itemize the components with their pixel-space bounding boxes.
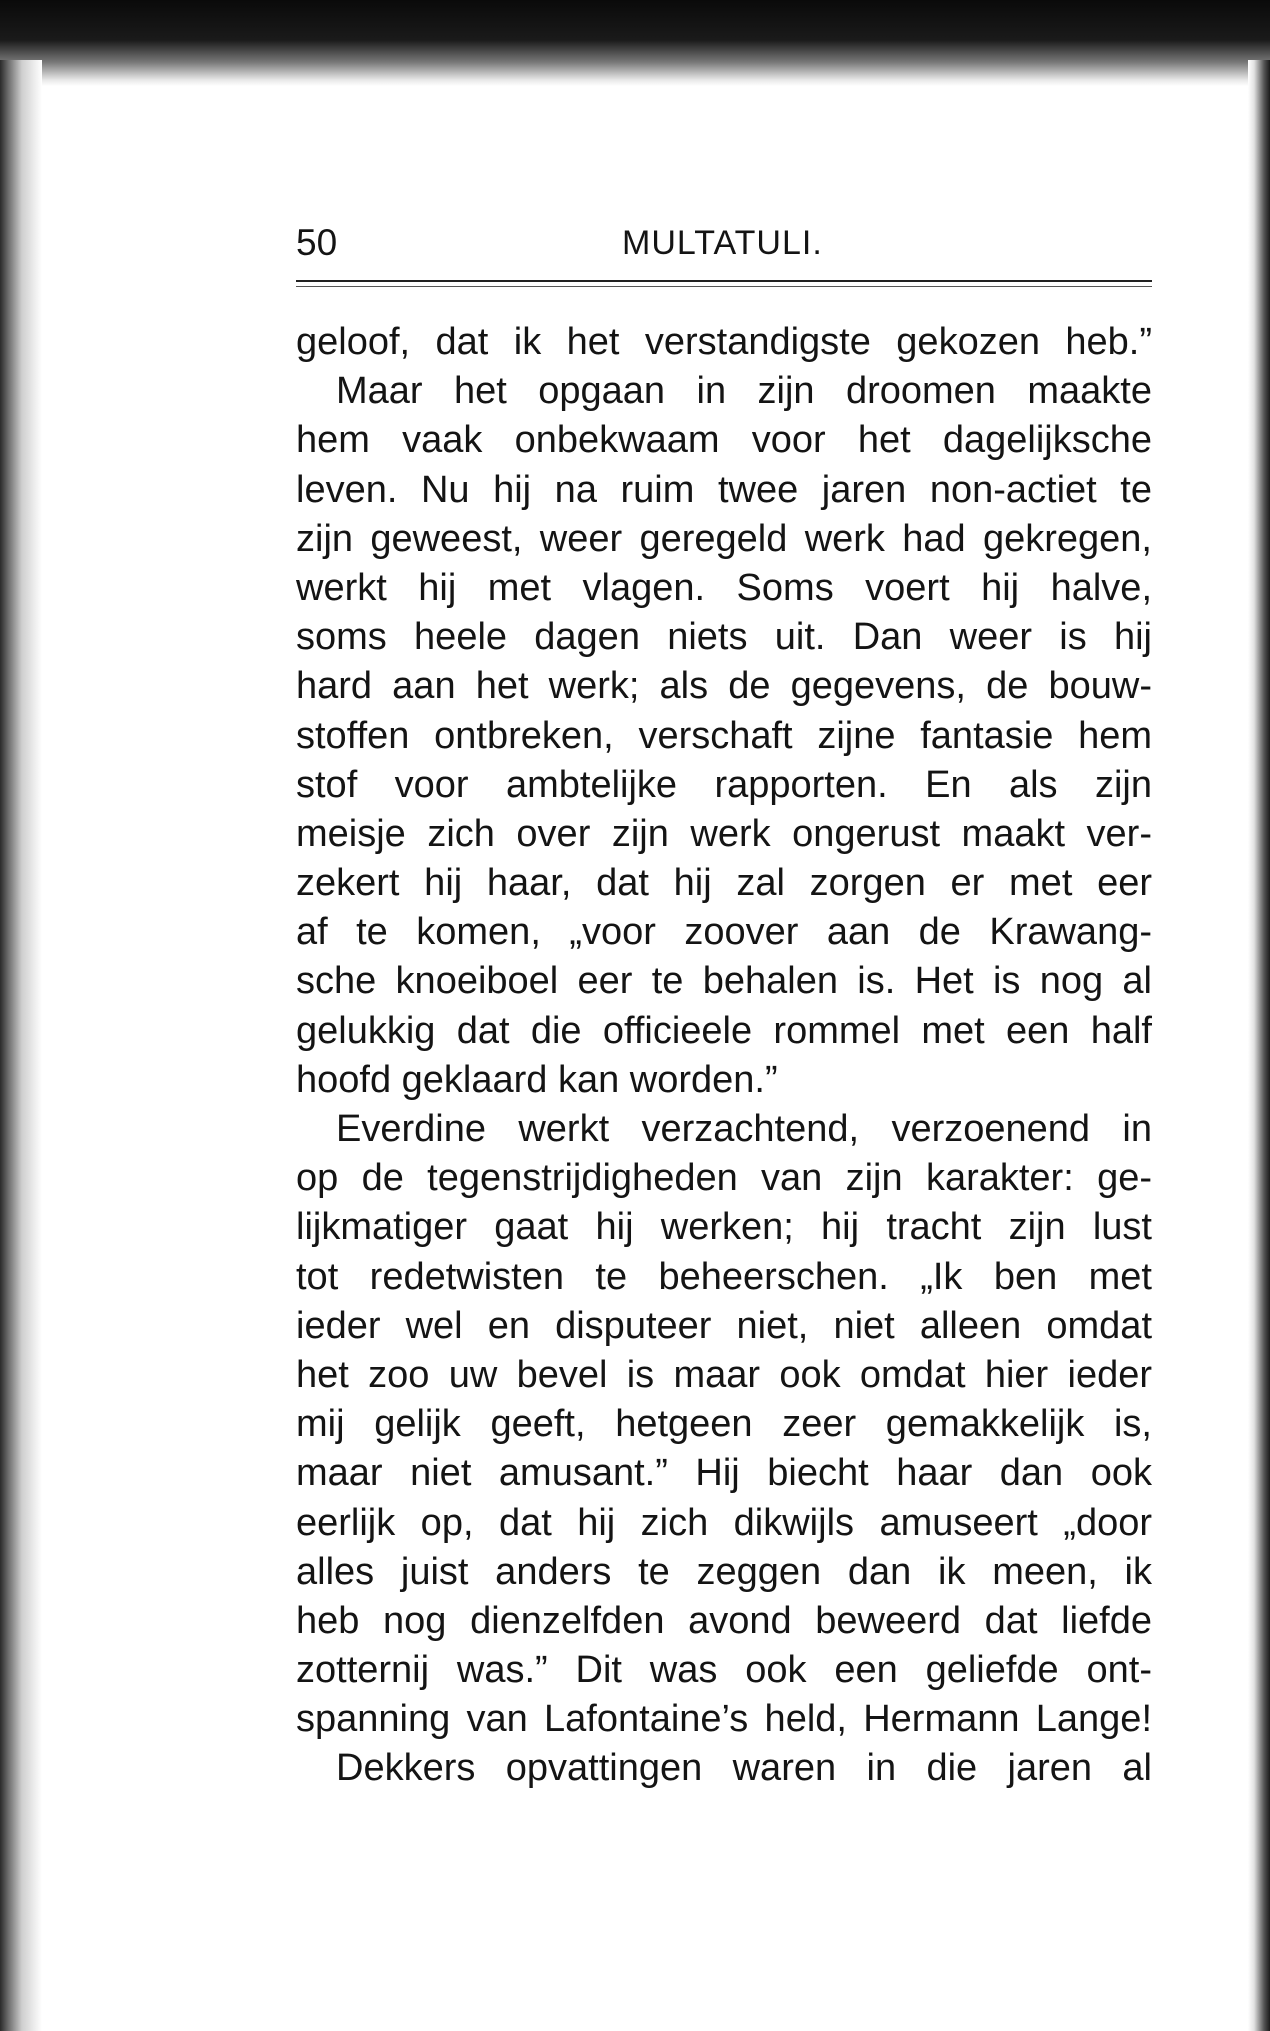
text-line: werkt hij met vlagen. Soms voert hij halve, xyxy=(296,566,1152,609)
text-line: meisje zich over zijn werk ongerust maakt ver- xyxy=(296,812,1152,855)
text-line: zekert hij haar, dat hij zal zorgen er met eer xyxy=(296,862,1152,905)
text-line: leven. Nu hij na ruim twee jaren non-actiet te xyxy=(296,468,1152,511)
text-line: alles juist anders te zeggen dan ik meen, ik xyxy=(296,1550,1152,1593)
text-line: hem vaak onbekwaam voor het dagelijksche xyxy=(296,419,1152,462)
page-number: 50 xyxy=(296,222,338,263)
text-line: gelukkig dat die officieele rommel met een half xyxy=(296,1009,1152,1052)
body-text xyxy=(296,318,1152,1794)
scan-left-edge xyxy=(0,60,42,2031)
text-line: spanning van Lafontaine’s held, Hermann Lange! xyxy=(296,1698,1152,1741)
text-line: geloof, dat ik het verstandigste gekozen heb.” xyxy=(296,321,1152,363)
text-line: hoofd geklaard kan worden.” xyxy=(296,1058,778,1101)
text-line: heb nog dienzelfden avond beweerd dat liefde xyxy=(296,1599,1152,1642)
text-line: stof voor ambtelijke rapporten. En als zijn xyxy=(296,763,1152,806)
running-title: MULTATULI. xyxy=(622,224,823,262)
scan-right-edge xyxy=(1248,60,1270,2031)
text-line: mij gelijk geeft, hetgeen zeer gemakkelijk is, xyxy=(296,1403,1152,1446)
text-line: af te komen, „voor zoover aan de Krawang- xyxy=(296,911,1152,954)
text-line: zijn geweest, weer geregeld werk had gekregen, xyxy=(296,517,1152,560)
running-head xyxy=(296,218,1152,268)
text-line: Everdine werkt verzachtend, verzoenend in xyxy=(336,1108,1152,1150)
text-line: soms heele dagen niets uit. Dan weer is hij xyxy=(296,616,1152,659)
scan-top-edge xyxy=(0,0,1270,86)
text-line: Dekkers opvattingen waren in die jaren al xyxy=(336,1747,1152,1790)
text-line: tot redetwisten te beheerschen. „Ik ben met xyxy=(296,1255,1152,1298)
header-rule xyxy=(296,280,1152,287)
text-line: stoffen ontbreken, verschaft zijne fantasie hem xyxy=(296,714,1152,757)
text-line: zotternij was.” Dit was ook een geliefde ont- xyxy=(296,1649,1152,1692)
text-line: hard aan het werk; als de gegevens, de bouw- xyxy=(296,665,1152,708)
text-line: het zoo uw bevel is maar ook omdat hier ieder xyxy=(296,1353,1152,1396)
text-line: eerlijk op, dat hij zich dikwijls amuseert „door xyxy=(296,1501,1152,1544)
text-line: sche knoeiboel eer te behalen is. Het is nog al xyxy=(296,960,1152,1003)
text-line: op de tegenstrijdigheden van zijn karakter: ge- xyxy=(296,1157,1152,1200)
text-line: maar niet amusant.” Hij biecht haar dan ook xyxy=(296,1452,1152,1495)
text-line: ieder wel en disputeer niet, niet alleen omdat xyxy=(296,1304,1152,1347)
text-line: lijkmatiger gaat hij werken; hij tracht zijn lust xyxy=(296,1206,1152,1249)
text-line: Maar het opgaan in zijn droomen maakte xyxy=(336,370,1152,413)
